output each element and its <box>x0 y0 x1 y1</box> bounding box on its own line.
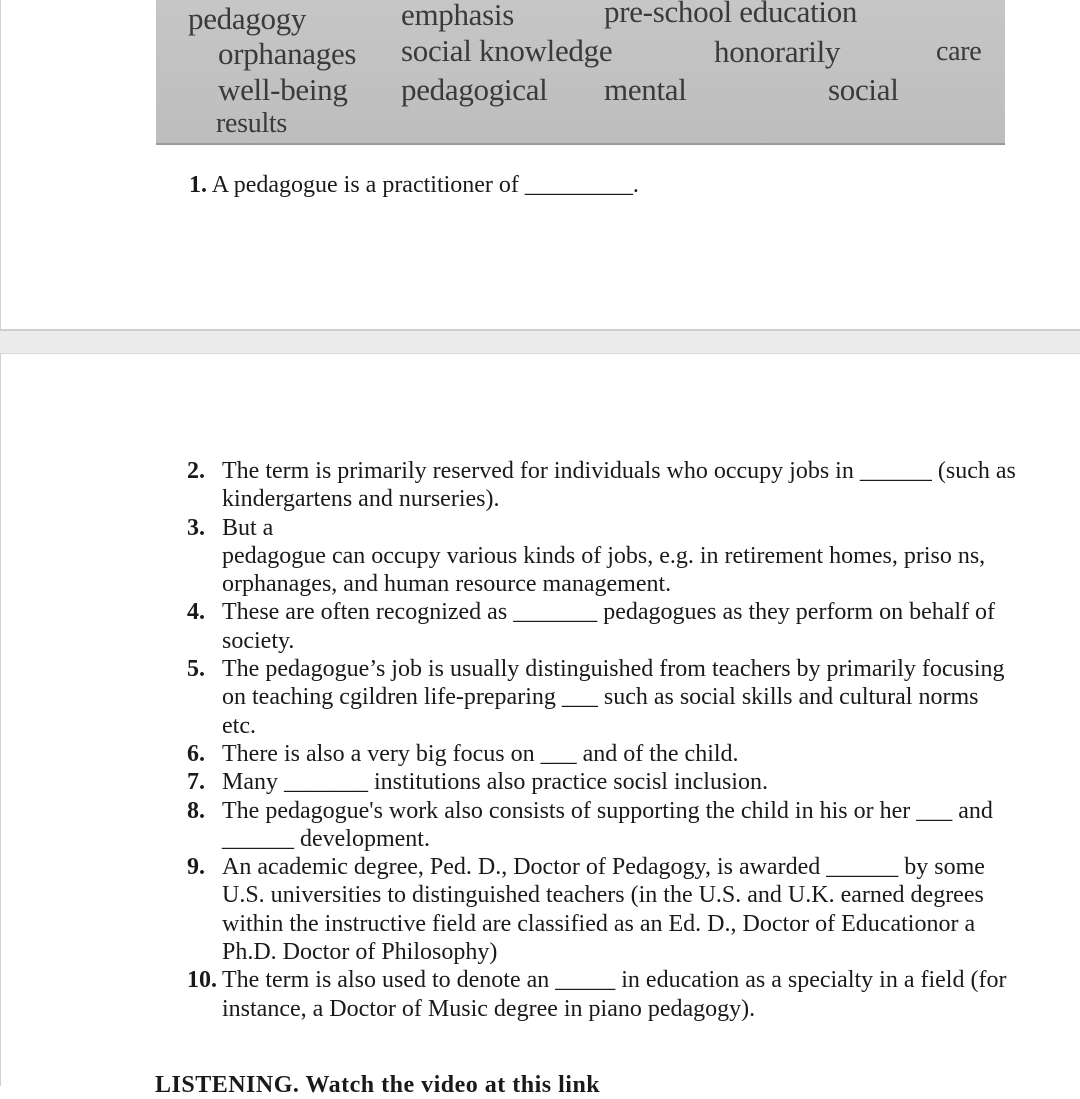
word: pedagogy <box>188 1 307 36</box>
question-text: (such as kindergartens and nurseries). <box>222 458 1016 513</box>
question-text: A pedagogue is a practitioner of <box>211 172 525 198</box>
answer-blank[interactable]: ______ <box>222 825 294 852</box>
answer-blank[interactable]: ___ <box>561 684 598 711</box>
question-5 <box>187 655 1017 740</box>
question-1 <box>189 172 639 199</box>
word: pre-school education <box>604 0 858 29</box>
word: results <box>216 108 288 139</box>
answer-blank[interactable]: _______ <box>513 599 598 626</box>
question-text: The pedagogue's work also consists of supporting the child in his or her <box>222 797 917 824</box>
answer-blank[interactable]: ___ <box>540 740 577 767</box>
question-2 <box>187 457 1017 514</box>
answer-blank[interactable]: ______ <box>859 458 932 484</box>
answer-blank[interactable]: _________ <box>524 172 633 198</box>
page-gap <box>0 331 1080 353</box>
page-two <box>0 353 1080 1086</box>
question-text: and <box>952 797 993 824</box>
question-number: 2. <box>187 458 205 484</box>
question-text: pedagogue can occupy various kinds of jobs, e.g. in retirement homes, priso ns, orphanages, and human resource management. <box>222 542 986 598</box>
question-text: development. <box>294 825 430 852</box>
page-one <box>0 0 1080 331</box>
question-text: such as social skills and cultural norms etc. <box>222 684 979 739</box>
word: care <box>936 36 982 67</box>
question-text: These are often recognized as <box>222 599 514 626</box>
question-number: 6. <box>187 740 205 767</box>
word: emphasis <box>401 0 514 32</box>
question-list <box>187 457 1017 1023</box>
word: honorarily <box>714 34 841 69</box>
question-number: 3. <box>187 514 205 541</box>
word: well-being <box>218 72 348 107</box>
word: orphanages <box>218 36 357 71</box>
question-text: . <box>632 172 639 198</box>
question-text: The pedagogue’s job is usually distinguished from teachers by primarily focusing on teaching cgildren life-preparing <box>222 656 1005 711</box>
question-6 <box>187 740 1017 768</box>
question-3 <box>187 514 1017 599</box>
word: social knowledge <box>401 33 613 68</box>
question-9 <box>187 853 1017 966</box>
word: social <box>828 72 899 107</box>
question-text: Many <box>222 769 284 796</box>
answer-blank[interactable]: ______ <box>826 854 899 881</box>
question-number: 5. <box>187 656 205 683</box>
answer-blank[interactable]: _____ <box>555 967 616 994</box>
question-text: in education as a specialty in a field (for instance, a Doctor of Music degree in piano pedagogy). <box>222 967 1007 1022</box>
question-7 <box>187 768 1017 796</box>
question-number: 9. <box>187 854 205 881</box>
listening-heading-cutoff: LISTENING. Watch the video at this link <box>155 1072 601 1098</box>
question-8 <box>187 797 1017 854</box>
question-text: The term is primarily reserved for individuals who occupy jobs in <box>222 458 860 484</box>
word: pedagogical <box>401 72 548 107</box>
question-4 <box>187 598 1017 655</box>
question-text: by some U.S. universities to distinguished teachers (in the U.S. and U.K. earned degrees within the instructive field are classified as an Ed. D., Doctor of Educationor a Ph.D. Doctor of Philosophy) <box>222 854 985 966</box>
question-text: An academic degree, Ped. D., Doctor of Pedagogy, is awarded <box>222 854 827 881</box>
question-number: 1. <box>189 172 207 198</box>
question-text: pedagogues as they perform on behalf of society. <box>222 599 996 654</box>
word: mental <box>604 72 687 107</box>
question-number: 7. <box>187 769 205 796</box>
question-text: But a <box>222 514 274 541</box>
question-text: The term is also used to denote an <box>222 967 556 994</box>
question-text: and of the child. <box>576 740 739 767</box>
question-text: institutions also practice socisl inclusion. <box>368 769 768 796</box>
question-number: 10. <box>187 967 217 994</box>
answer-blank[interactable]: ___ <box>916 797 953 824</box>
answer-blank[interactable]: _______ <box>284 769 368 796</box>
question-number: 4. <box>187 599 205 626</box>
question-number: 8. <box>187 797 205 824</box>
word-bank <box>156 0 1005 145</box>
question-text: There is also a very big focus on <box>222 740 541 767</box>
question-10 <box>187 966 1017 1023</box>
